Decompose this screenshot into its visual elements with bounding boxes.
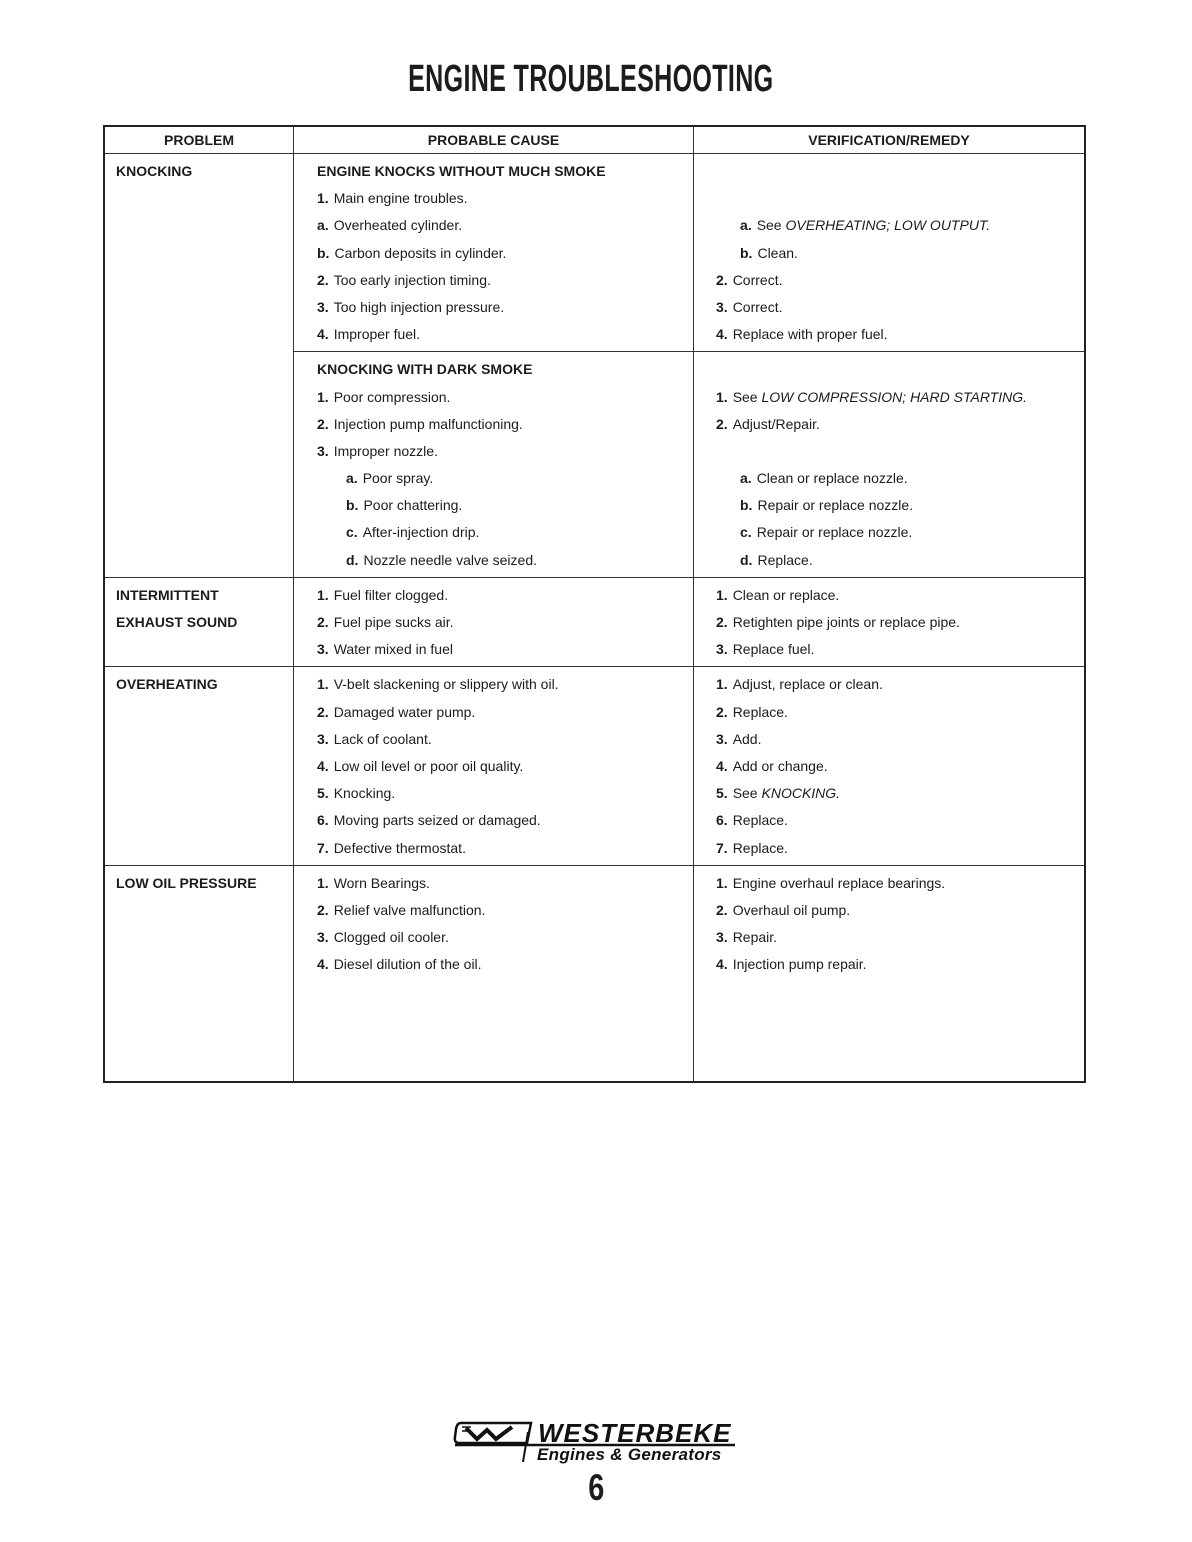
cause-item-text: Poor spray. [362,470,434,487]
problem-label: OVERHEATING [116,676,218,693]
remedy-item [716,321,1084,348]
remedy-item-text: Clean or replace nozzle. [756,470,908,487]
brand-name: WESTERBEKE [538,1418,732,1448]
problem-label: INTERMITTENT [116,586,219,603]
cause-item [317,547,693,574]
remedy-item-number: a. [740,217,752,234]
remedy-item [716,951,1084,978]
remedy-item-text: Replace. [757,551,813,568]
remedy-item-number: a. [740,470,752,487]
table-body [105,154,1084,1081]
cause-item-number: 2. [317,271,329,288]
remedy-item-text: Replace with proper fuel. [732,326,888,343]
cause-item-text: Diesel dilution of the oil. [333,956,482,973]
problem-cell [105,667,294,864]
remedy-item [716,671,1084,698]
cause-item-text: Injection pump malfunctioning. [333,415,523,432]
verification-remedy-cell [694,866,1084,1081]
cause-item-number: 3. [317,641,329,658]
page-number [546,1469,646,1506]
cause-item-text: Overheated cylinder. [333,217,463,234]
cause-item-text: After-injection drip. [362,524,480,541]
section-details [294,154,1084,577]
table-section [105,666,1084,864]
cause-item [317,671,693,698]
remedy-item [716,240,1084,267]
page-number-text: 6 [587,1467,605,1508]
remedy-item [716,212,1084,239]
cause-item-number: 1. [317,676,329,693]
cause-item [317,438,693,465]
blank-line [716,356,1084,383]
remedy-item [716,609,1084,636]
remedy-item-number: 2. [716,415,728,432]
cause-item-text: Too early injection timing. [333,271,491,288]
cause-item-number: 3. [317,298,329,315]
problem-cell [105,578,294,667]
remedy-item-number: b. [740,497,753,514]
cause-item-number: d. [346,551,359,568]
verification-remedy-cell [694,578,1084,667]
remedy-item-number: 2. [716,703,728,720]
cause-item-text: Carbon deposits in cylinder. [334,244,507,261]
remedy-item-text: Engine overhaul replace bearings. [732,874,946,891]
cause-item-number: 1. [317,190,329,207]
cause-item-number: 7. [317,839,329,856]
cause-group-title: ENGINE KNOCKS WITHOUT MUCH SMOKE [317,163,606,179]
cause-item-number: 4. [317,326,329,343]
remedy-item [716,726,1084,753]
remedy-item-text: Correct. [732,271,783,288]
cause-item-number: 1. [317,874,329,891]
remedy-item [716,519,1084,546]
remedy-item-text: See [732,785,762,802]
remedy-item-text: See [732,388,762,405]
cause-item [317,870,693,897]
remedy-item-reference: OVERHEATING; LOW OUTPUT. [785,217,991,234]
remedy-item [716,699,1084,726]
blank-line [716,185,1084,212]
cause-remedy-group [294,667,1084,864]
probable-cause-cell [294,667,694,864]
cause-item-number: 3. [317,730,329,747]
cause-item-text: V-belt slackening or slippery with oil. [333,676,559,693]
cause-item [317,636,693,663]
remedy-item-number: 3. [716,641,728,658]
remedy-item-number: 3. [716,298,728,315]
remedy-item-number: d. [740,551,753,568]
cause-remedy-group [294,351,1084,577]
header-verification-remedy: VERIFICATION/REMEDY [808,132,970,148]
remedy-item [716,636,1084,663]
remedy-item-text: Injection pump repair. [732,956,867,973]
cause-item [317,212,693,239]
remedy-item-text: Adjust, replace or clean. [732,676,883,693]
table-section [105,577,1084,667]
remedy-item [716,807,1084,834]
cause-item-number: 2. [317,703,329,720]
remedy-item-number: 3. [716,730,728,747]
remedy-item [716,465,1084,492]
cause-item-text: Defective thermostat. [333,839,466,856]
remedy-item-reference: LOW COMPRESSION; HARD STARTING. [761,388,1028,405]
page-title [291,60,891,98]
remedy-item [716,924,1084,951]
remedy-item-reference: KNOCKING. [761,785,841,802]
remedy-item-number: c. [740,524,752,541]
blank-line [716,158,1084,185]
remedy-item-number: 4. [716,757,728,774]
cause-item-number: b. [317,244,330,261]
cause-item [317,519,693,546]
remedy-item [716,753,1084,780]
remedy-item [716,267,1084,294]
remedy-item [716,835,1084,862]
remedy-item-text: Overhaul oil pump. [732,901,851,918]
cause-item-text: Moving parts seized or damaged. [333,812,541,829]
cause-item-number: 1. [317,388,329,405]
problem-label: EXHAUST SOUND [116,614,238,630]
probable-cause-cell [294,578,694,667]
cause-item-text: Knocking. [333,785,396,802]
cause-item [317,835,693,862]
remedy-item-text: Repair or replace nozzle. [756,524,913,541]
remedy-item-number: 2. [716,614,728,630]
cause-item-text: Relief valve malfunction. [333,901,486,918]
remedy-item-number: 2. [716,271,728,288]
problem-cell [105,866,294,1081]
remedy-item-number: 3. [716,929,728,946]
cause-item [317,753,693,780]
remedy-item [716,547,1084,574]
probable-cause-cell [294,154,694,351]
verification-remedy-cell [694,154,1084,351]
cause-item [317,267,693,294]
remedy-item-text: Repair. [732,929,778,946]
westerbeke-logo [452,1418,742,1468]
cause-item-text: Improper fuel. [333,326,421,343]
cause-item-text: Improper nozzle. [333,442,438,459]
cause-item [317,780,693,807]
cause-item [317,321,693,348]
cause-item [317,294,693,321]
remedy-item-number: 2. [716,901,728,918]
brand-tagline: Engines & Generators [537,1444,722,1464]
cause-item-number: 3. [317,929,329,946]
remedy-item [716,897,1084,924]
cause-item-number: 4. [317,956,329,973]
remedy-item-text: Replace. [732,703,788,720]
remedy-item-number: 1. [716,388,728,405]
cause-item-number: 1. [317,586,329,603]
remedy-item-number: 4. [716,326,728,343]
remedy-item-text: Replace. [732,812,788,829]
remedy-item [716,780,1084,807]
remedy-item-number: b. [740,244,753,261]
cause-item [317,465,693,492]
verification-remedy-cell [694,667,1084,864]
table-header-row [105,127,1084,154]
cause-item-number: c. [346,524,358,541]
page-title-text: ENGINE TROUBLESHOOTING [408,58,774,100]
probable-cause-cell [294,352,694,577]
problem-cell [105,154,294,577]
remedy-item [716,870,1084,897]
cause-item-number: 6. [317,812,329,829]
cause-item [317,609,693,636]
remedy-item-text: Add. [732,730,762,747]
remedy-item [716,492,1084,519]
cause-item [317,240,693,267]
cause-item-text: Worn Bearings. [333,874,430,891]
cause-item-text: Water mixed in fuel [333,641,453,658]
remedy-item-text: Clean. [757,244,798,261]
cause-item-number: a. [317,217,329,234]
remedy-item-number: 4. [716,956,728,973]
probable-cause-cell [294,866,694,1081]
remedy-item-text: Correct. [732,298,783,315]
cause-item-text: Main engine troubles. [333,190,468,207]
remedy-item-number: 1. [716,874,728,891]
cause-item [317,726,693,753]
remedy-item [716,582,1084,609]
remedy-item-text: Repair or replace nozzle. [757,497,914,514]
section-details [294,866,1084,1081]
verification-remedy-cell [694,352,1084,577]
cause-item-text: Damaged water pump. [333,703,476,720]
cause-item-number: 2. [317,901,329,918]
cause-item [317,951,693,978]
cause-item-text: Lack of coolant. [333,730,432,747]
cause-item-number: 3. [317,442,329,459]
remedy-item [716,411,1084,438]
cause-item-number: a. [346,470,358,487]
cause-item-text: Fuel filter clogged. [333,586,449,603]
cause-item-text: Low oil level or poor oil quality. [333,757,524,774]
remedy-item-text: Clean or replace. [732,586,840,603]
cause-remedy-group [294,578,1084,667]
header-problem: PROBLEM [105,127,294,153]
cause-item-number: 2. [317,415,329,432]
remedy-item-number: 6. [716,812,728,829]
blank-line [716,438,1084,465]
remedy-item-text: Retighten pipe joints or replace pipe. [732,614,960,630]
cause-item [317,492,693,519]
cause-remedy-group [294,866,1084,1081]
remedy-item-text: Adjust/Repair. [732,415,820,432]
cause-item [317,699,693,726]
cause-item-number: b. [346,497,359,514]
cause-item-number: 4. [317,757,329,774]
cause-item-number: 5. [317,785,329,802]
remedy-item [716,384,1084,411]
section-details [294,578,1084,667]
remedy-item-number: 1. [716,676,728,693]
cause-item [317,582,693,609]
remedy-item-text: See [756,217,786,234]
cause-item-text: Clogged oil cooler. [333,929,449,946]
cause-item-text: Poor chattering. [363,497,463,514]
remedy-item-number: 5. [716,785,728,802]
troubleshooting-table [103,125,1086,1083]
cause-item [317,924,693,951]
table-section [105,865,1084,1081]
cause-item-text: Nozzle needle valve seized. [363,551,537,568]
cause-item-text: Too high injection pressure. [333,298,505,315]
cause-item [317,384,693,411]
cause-item [317,411,693,438]
cause-item [317,807,693,834]
header-probable-cause: PROBABLE CAUSE [294,127,694,153]
cause-remedy-group [294,154,1084,351]
problem-label: LOW OIL PRESSURE [116,874,257,891]
cause-item-number: 2. [317,614,329,630]
section-details [294,667,1084,864]
remedy-item-text: Replace. [732,839,788,856]
cause-item-text: Poor compression. [333,388,451,405]
cause-item [317,897,693,924]
remedy-item-text: Add or change. [732,757,828,774]
remedy-item-number: 1. [716,586,728,603]
cause-item-text: Fuel pipe sucks air. [333,614,454,630]
cause-item [317,185,693,212]
remedy-item-text: Replace fuel. [732,641,815,658]
table-section [105,154,1084,577]
cause-group-title: KNOCKING WITH DARK SMOKE [317,361,533,378]
remedy-item [716,294,1084,321]
remedy-item-number: 7. [716,839,728,856]
problem-label: KNOCKING [116,163,193,179]
